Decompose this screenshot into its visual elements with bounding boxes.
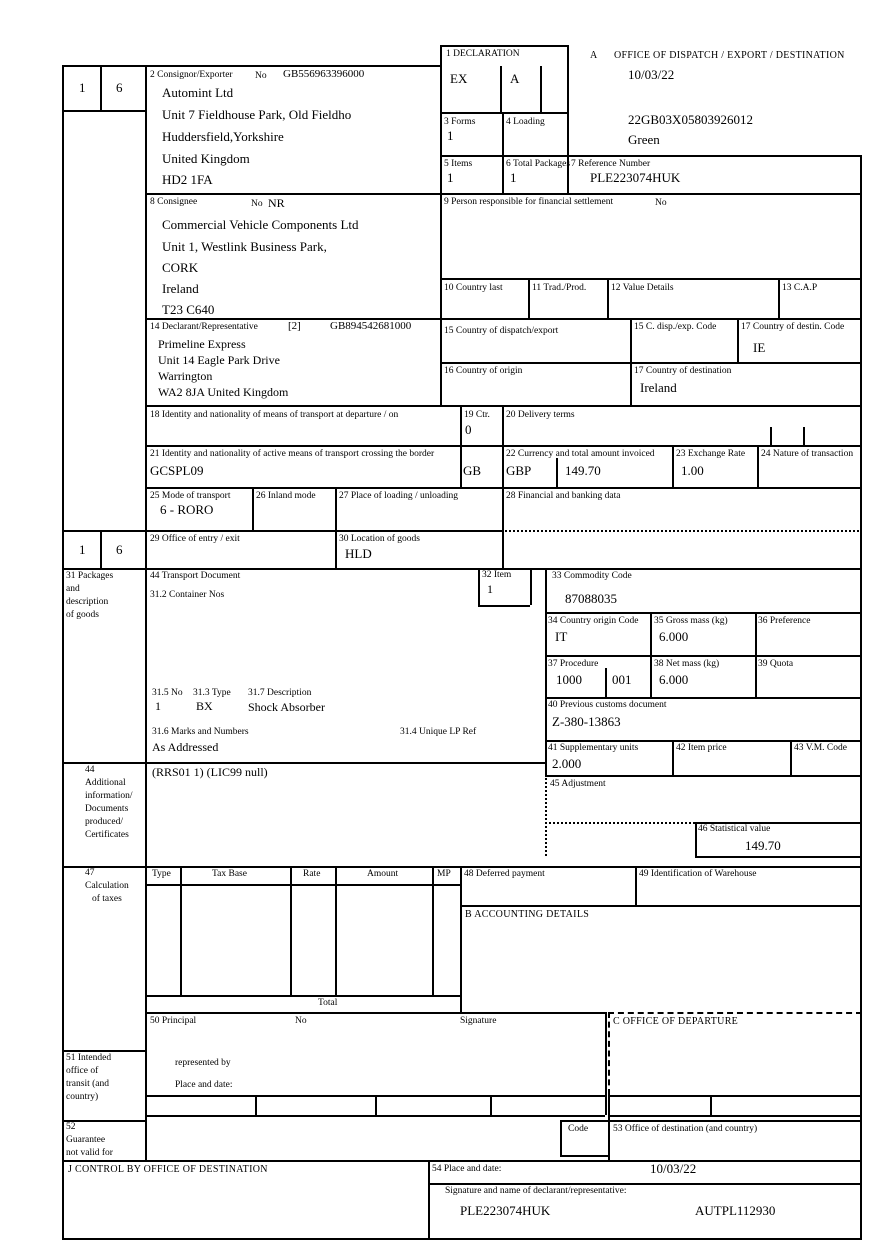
box47-calc-label-line: Calculation bbox=[85, 881, 129, 891]
box23-exchange-rate-label: 23 Exchange Rate bbox=[676, 449, 746, 459]
box21-active-transport-label: 21 Identity and nationality of active means of transport crossing the border bbox=[150, 449, 435, 459]
form-rule-line bbox=[605, 1012, 607, 1115]
box42-item-price-label: 42 Item price bbox=[676, 743, 727, 753]
form-rule-line bbox=[770, 427, 772, 445]
box14-code-value: [2] bbox=[288, 320, 301, 332]
section-a-letter: A bbox=[590, 50, 598, 61]
form-rule-line bbox=[62, 1238, 862, 1240]
form-rule-line bbox=[335, 866, 337, 995]
form-rule-line bbox=[145, 530, 502, 532]
tax-table-header-rate: Rate bbox=[303, 869, 321, 879]
routing-value: Green bbox=[628, 132, 660, 147]
box49-warehouse-label: 49 Identification of Warehouse bbox=[639, 869, 757, 879]
form-rule-line bbox=[545, 612, 862, 614]
form-rule-line bbox=[460, 866, 462, 1012]
form-rule-line bbox=[635, 866, 637, 905]
declarant-address-line: Unit 14 Eagle Park Drive bbox=[158, 353, 280, 367]
form-rule-line bbox=[803, 427, 805, 445]
box33-commodity-value: 87088035 bbox=[565, 591, 617, 606]
box1-category-value: A bbox=[510, 71, 520, 86]
box37-procedure-value-1: 1000 bbox=[556, 672, 582, 687]
form-rule-line bbox=[145, 318, 862, 320]
box31-2-container-label: 31.2 Container Nos bbox=[150, 590, 225, 600]
box28-financial-data-label: 28 Financial and banking data bbox=[506, 491, 621, 501]
box54-place-date-label: 54 Place and date: bbox=[432, 1164, 502, 1174]
section-b-title: B ACCOUNTING DETAILS bbox=[465, 909, 590, 920]
form-rule-line bbox=[478, 605, 530, 607]
box34-origin-code-value: IT bbox=[555, 629, 568, 644]
tax-table-header-amount: Amount bbox=[367, 869, 399, 879]
box47-calc-label-line: of taxes bbox=[92, 894, 122, 904]
box36-preference-label: 36 Preference bbox=[758, 616, 811, 626]
box50-represented-by-label: represented by bbox=[175, 1058, 231, 1068]
form-rule-line bbox=[375, 1095, 377, 1115]
form-rule-line bbox=[335, 487, 337, 568]
box52-guarantee-label-line: 52 bbox=[66, 1122, 76, 1132]
box21-transport-id-value: GCSPL09 bbox=[150, 463, 204, 478]
box15-dispatch-country-label: 15 Country of dispatch/export bbox=[444, 326, 559, 336]
form-rule-line bbox=[145, 884, 460, 886]
box30-goods-location-label: 30 Location of goods bbox=[339, 534, 421, 544]
box52-guarantee-label-line: Guarantee bbox=[66, 1135, 106, 1145]
box31-5-no-value: 1 bbox=[155, 699, 161, 713]
form-rule-line bbox=[502, 112, 504, 193]
consignor-address-line: Unit 7 Fieldhouse Park, Old Fieldho bbox=[162, 107, 352, 122]
form-rule-line bbox=[560, 1155, 608, 1157]
box54-reference-value: PLE223074HUK bbox=[460, 1203, 551, 1218]
box44-additional-label-line: Certificates bbox=[85, 830, 129, 840]
tax-table-header-type: Type bbox=[152, 869, 171, 879]
box31-3-type-value: BX bbox=[196, 699, 213, 713]
box3-forms-label: 3 Forms bbox=[444, 117, 476, 127]
box35-gross-mass-value: 6.000 bbox=[659, 629, 689, 644]
box32-item-value: 1 bbox=[487, 582, 493, 596]
box2-eori-value: GB556963396000 bbox=[283, 68, 365, 80]
copy-number-top-6: 6 bbox=[116, 80, 123, 95]
box4-loading-label: 4 Loading bbox=[506, 117, 545, 127]
form-rule-line bbox=[545, 697, 862, 699]
consignor-address-line: HD2 1FA bbox=[162, 172, 213, 187]
box20-delivery-terms-label: 20 Delivery terms bbox=[506, 410, 575, 420]
form-rule-line bbox=[737, 318, 739, 362]
box34-origin-code-label: 34 Country origin Code bbox=[548, 616, 639, 626]
box6-total-packages-label: 6 Total Packages bbox=[506, 159, 571, 169]
box33-commodity-label: 33 Commodity Code bbox=[552, 571, 632, 581]
box19-ctr-value: 0 bbox=[465, 422, 472, 437]
box13-cap-label: 13 C.A.P bbox=[782, 283, 818, 293]
box48-deferred-label: 48 Deferred payment bbox=[464, 869, 545, 879]
form-rule-line bbox=[62, 110, 145, 112]
consignor-address-line: Huddersfield,Yorkshire bbox=[162, 129, 284, 144]
box50-signature-label: Signature bbox=[460, 1016, 497, 1026]
box41-supplementary-value: 2.000 bbox=[552, 756, 582, 771]
form-rule-line bbox=[100, 530, 102, 568]
box44-additional-value: (RRS01 1) (LIC99 null) bbox=[152, 765, 268, 779]
box25-mode-label: 25 Mode of transport bbox=[150, 491, 231, 501]
box37-procedure-label: 37 Procedure bbox=[548, 659, 599, 669]
form-rule-line bbox=[545, 655, 862, 657]
box14-eori-value: GB894542681000 bbox=[330, 320, 412, 332]
form-rule-line bbox=[672, 445, 674, 487]
box51-transit-label-line: transit (and bbox=[66, 1079, 110, 1089]
box35-gross-mass-label: 35 Gross mass (kg) bbox=[654, 616, 728, 626]
box22-amount-value: 149.70 bbox=[565, 463, 601, 478]
consignee-address-line: T23 C640 bbox=[162, 302, 215, 317]
box54-date-value: 10/03/22 bbox=[650, 1161, 697, 1176]
box1-declaration-label: 1 DECLARATION bbox=[446, 49, 520, 59]
box17a-dest-code-value: IE bbox=[753, 340, 766, 355]
form-rule-line bbox=[710, 1095, 712, 1115]
box3-forms-value: 1 bbox=[447, 128, 454, 143]
box17-destination-label: 17 Country of destination bbox=[634, 366, 732, 376]
box44-additional-label-line: information/ bbox=[85, 791, 133, 801]
box39-quota-label: 39 Quota bbox=[758, 659, 794, 669]
box31-7-description-value: Shock Absorber bbox=[248, 700, 325, 714]
box31-packages-label-line: 31 Packages bbox=[66, 571, 114, 581]
box41-supplementary-label: 41 Supplementary units bbox=[548, 743, 639, 753]
box38-net-mass-label: 38 Net mass (kg) bbox=[654, 659, 720, 669]
form-rule-line bbox=[605, 668, 607, 697]
form-rule-line bbox=[145, 1115, 605, 1117]
form-rule-line bbox=[560, 1120, 562, 1155]
box52-code-label: Code bbox=[568, 1124, 589, 1134]
form-rule-line bbox=[695, 856, 862, 858]
box25-mode-value: 6 - RORO bbox=[160, 502, 214, 517]
box50-no-label: No bbox=[295, 1016, 307, 1026]
box29-entry-office-label: 29 Office of entry / exit bbox=[150, 534, 240, 544]
form-rule-line bbox=[860, 155, 862, 1240]
form-rule-line bbox=[695, 822, 697, 856]
box1-type-value: EX bbox=[450, 71, 468, 86]
box44-additional-label-line: produced/ bbox=[85, 817, 123, 827]
consignee-address-line: CORK bbox=[162, 260, 199, 275]
form-rule-line bbox=[545, 775, 862, 777]
form-rule-line bbox=[62, 762, 545, 764]
consignee-address-line: Ireland bbox=[162, 281, 199, 296]
box40-previous-doc-label: 40 Previous customs document bbox=[548, 700, 667, 710]
box26-inland-mode-label: 26 Inland mode bbox=[256, 491, 316, 501]
box31-packages-label-line: of goods bbox=[66, 610, 99, 620]
box31-7-description-label: 31.7 Description bbox=[248, 688, 312, 698]
form-rule-line bbox=[145, 65, 147, 1160]
box21-nationality-value: GB bbox=[463, 463, 482, 478]
form-rule-line bbox=[62, 65, 440, 67]
form-rule-line bbox=[428, 1160, 430, 1240]
box40-previous-doc-value: Z-380-13863 bbox=[552, 714, 621, 729]
copy-number-mid-6: 6 bbox=[116, 542, 123, 557]
form-rule-line bbox=[62, 568, 862, 570]
box22-currency-value: GBP bbox=[506, 463, 532, 478]
form-rule-line bbox=[545, 775, 547, 856]
form-rule-line bbox=[650, 612, 652, 697]
tax-table-total-label: Total bbox=[318, 998, 338, 1008]
box46-statistical-label: 46 Statistical value bbox=[698, 824, 771, 834]
form-rule-line bbox=[490, 1095, 492, 1115]
box15a-code-label: 15 C. disp./exp. Code bbox=[634, 322, 717, 332]
box46-statistical-value: 149.70 bbox=[745, 838, 781, 853]
form-rule-line bbox=[757, 445, 759, 487]
box31-6-marks-label: 31.6 Marks and Numbers bbox=[152, 727, 249, 737]
tax-table-header-tax-base: Tax Base bbox=[212, 869, 247, 879]
box31-packages-label-line: description bbox=[66, 597, 109, 607]
form-rule-line bbox=[778, 278, 780, 318]
box27-loading-place-label: 27 Place of loading / unloading bbox=[339, 491, 458, 501]
form-rule-line bbox=[608, 1115, 862, 1117]
consignor-address-line: Automint Ltd bbox=[162, 85, 234, 100]
box47-calc-label-line: 47 bbox=[85, 868, 95, 878]
box14-declarant-label: 14 Declarant/Representative bbox=[150, 322, 258, 332]
box44-additional-label-line: Documents bbox=[85, 804, 129, 814]
form-rule-line bbox=[180, 866, 182, 995]
box50-principal-label: 50 Principal bbox=[150, 1016, 197, 1026]
form-rule-line bbox=[545, 822, 695, 824]
form-rule-line bbox=[62, 1050, 145, 1052]
form-rule-line bbox=[145, 995, 460, 997]
declarant-address-line: Warrington bbox=[158, 369, 213, 383]
form-rule-line bbox=[428, 1183, 862, 1185]
box22-currency-label: 22 Currency and total amount invoiced bbox=[506, 449, 655, 459]
box51-transit-label-line: country) bbox=[66, 1092, 99, 1102]
form-rule-line bbox=[790, 740, 792, 775]
box2-consignor-label: 2 Consignor/Exporter bbox=[150, 70, 233, 80]
box44-transport-doc-label: 44 Transport Document bbox=[150, 571, 241, 581]
box50-place-date-label: Place and date: bbox=[175, 1080, 233, 1090]
form-rule-line bbox=[62, 1120, 145, 1122]
form-rule-line bbox=[478, 568, 480, 605]
box23-exchange-rate-value: 1.00 bbox=[681, 463, 704, 478]
form-rule-line bbox=[755, 612, 757, 697]
form-rule-line bbox=[608, 1095, 610, 1160]
form-rule-line bbox=[62, 530, 145, 532]
box54-name-value: AUTPL112930 bbox=[695, 1203, 776, 1218]
form-rule-line bbox=[530, 568, 532, 605]
form-rule-line bbox=[556, 458, 558, 487]
form-rule-line bbox=[695, 822, 862, 824]
box9-no-label: No bbox=[655, 198, 667, 208]
form-rule-line bbox=[608, 1095, 862, 1097]
box2-no-label: No bbox=[255, 71, 267, 81]
declarant-address-line: WA2 8JA United Kingdom bbox=[158, 385, 289, 399]
form-rule-line bbox=[540, 66, 542, 112]
section-c-title: C OFFICE OF DEPARTURE bbox=[613, 1016, 739, 1027]
form-rule-line bbox=[440, 45, 567, 47]
box7-reference-label: 7 Reference Number bbox=[571, 159, 651, 169]
box11-trad-prod-label: 11 Trad./Prod. bbox=[532, 283, 587, 293]
form-rule-line bbox=[567, 45, 569, 193]
box43-vm-code-label: 43 V.M. Code bbox=[794, 743, 847, 753]
form-rule-line bbox=[545, 740, 862, 742]
form-rule-line bbox=[607, 278, 609, 318]
form-rule-line bbox=[460, 905, 862, 907]
box54-signature-label: Signature and name of declarant/representative: bbox=[445, 1186, 627, 1196]
form-rule-line bbox=[545, 568, 547, 775]
box9-financial-label: 9 Person responsible for financial settlement bbox=[444, 197, 614, 207]
box37-procedure-value-2: 001 bbox=[612, 672, 632, 687]
box45-adjustment-label: 45 Adjustment bbox=[550, 779, 606, 789]
form-rule-line bbox=[608, 1012, 610, 1095]
box17-destination-value: Ireland bbox=[640, 380, 677, 395]
copy-number-top-1: 1 bbox=[79, 80, 86, 95]
tax-table-header-mp: MP bbox=[437, 869, 451, 879]
box30-goods-location-value: HLD bbox=[345, 546, 372, 561]
form-rule-line bbox=[440, 45, 442, 405]
box51-transit-label-line: 51 Intended bbox=[66, 1053, 112, 1063]
box44-additional-label-line: Additional bbox=[85, 778, 126, 788]
form-rule-line bbox=[502, 530, 862, 532]
form-rule-line bbox=[440, 362, 862, 364]
form-rule-line bbox=[252, 487, 254, 530]
box10-country-last-label: 10 Country last bbox=[444, 283, 503, 293]
box5-items-label: 5 Items bbox=[444, 159, 473, 169]
form-rule-line bbox=[290, 866, 292, 995]
box38-net-mass-value: 6.000 bbox=[659, 672, 689, 687]
box31-packages-label-line: and bbox=[66, 584, 80, 594]
form-rule-line bbox=[432, 866, 434, 995]
section-a-title: OFFICE OF DISPATCH / EXPORT / DESTINATION bbox=[614, 50, 845, 61]
form-rule-line bbox=[528, 278, 530, 318]
form-rule-line bbox=[502, 405, 504, 568]
box18-transport-label: 18 Identity and nationality of means of transport at departure / on bbox=[150, 410, 399, 420]
form-rule-line bbox=[255, 1095, 257, 1115]
form-rule-line bbox=[145, 193, 862, 195]
form-rule-line bbox=[460, 405, 462, 487]
box16-origin-country-label: 16 Country of origin bbox=[444, 366, 523, 376]
box5-items-value: 1 bbox=[447, 170, 454, 185]
form-rule-line bbox=[62, 65, 64, 1240]
form-rule-line bbox=[560, 1120, 862, 1122]
box8-no-label: No bbox=[251, 199, 263, 209]
form-rule-line bbox=[500, 66, 502, 112]
form-rule-line bbox=[440, 278, 862, 280]
box31-4-lp-ref-label: 31.4 Unique LP Ref bbox=[400, 727, 477, 737]
form-rule-line bbox=[145, 1012, 605, 1014]
form-rule-line bbox=[62, 1160, 862, 1162]
box17a-dest-code-label: 17 Country of destin. Code bbox=[741, 322, 845, 332]
form-rule-line bbox=[62, 866, 862, 868]
form-rule-line bbox=[608, 1012, 862, 1014]
form-rule-line bbox=[672, 740, 674, 775]
consignor-address-line: United Kingdom bbox=[162, 151, 250, 166]
box12-value-details-label: 12 Value Details bbox=[611, 283, 674, 293]
mrn-value: 22GB03X05803926012 bbox=[628, 112, 753, 127]
form-rule-line bbox=[100, 65, 102, 110]
box31-6-marks-value: As Addressed bbox=[152, 740, 219, 754]
box51-transit-label-line: office of bbox=[66, 1066, 99, 1076]
section-j-title: J CONTROL BY OFFICE OF DESTINATION bbox=[68, 1164, 268, 1175]
declarant-address-line: Primeline Express bbox=[158, 337, 246, 351]
box44-additional-label-line: 44 bbox=[85, 765, 95, 775]
box8-consignee-label: 8 Consignee bbox=[150, 197, 198, 207]
box52-guarantee-label-line: not valid for bbox=[66, 1148, 113, 1158]
box32-item-label: 32 Item bbox=[482, 570, 512, 580]
form-rule-line bbox=[630, 318, 632, 405]
copy-number-mid-1: 1 bbox=[79, 542, 86, 557]
consignee-address-line: Unit 1, Westlink Business Park, bbox=[162, 239, 327, 254]
box6-total-packages-value: 1 bbox=[510, 170, 517, 185]
box7-reference-value: PLE223074HUK bbox=[590, 170, 681, 185]
box31-5-no-label: 31.5 No bbox=[152, 688, 183, 698]
box24-transaction-label: 24 Nature of transaction bbox=[761, 449, 854, 459]
consignee-address-line: Commercial Vehicle Components Ltd bbox=[162, 217, 359, 232]
box53-destination-office-label: 53 Office of destination (and country) bbox=[613, 1124, 758, 1134]
box19-ctr-label: 19 Ctr. bbox=[464, 410, 490, 420]
box31-3-type-label: 31.3 Type bbox=[193, 688, 231, 698]
dispatch-date-value: 10/03/22 bbox=[628, 67, 675, 82]
box8-id-value: NR bbox=[268, 196, 285, 210]
